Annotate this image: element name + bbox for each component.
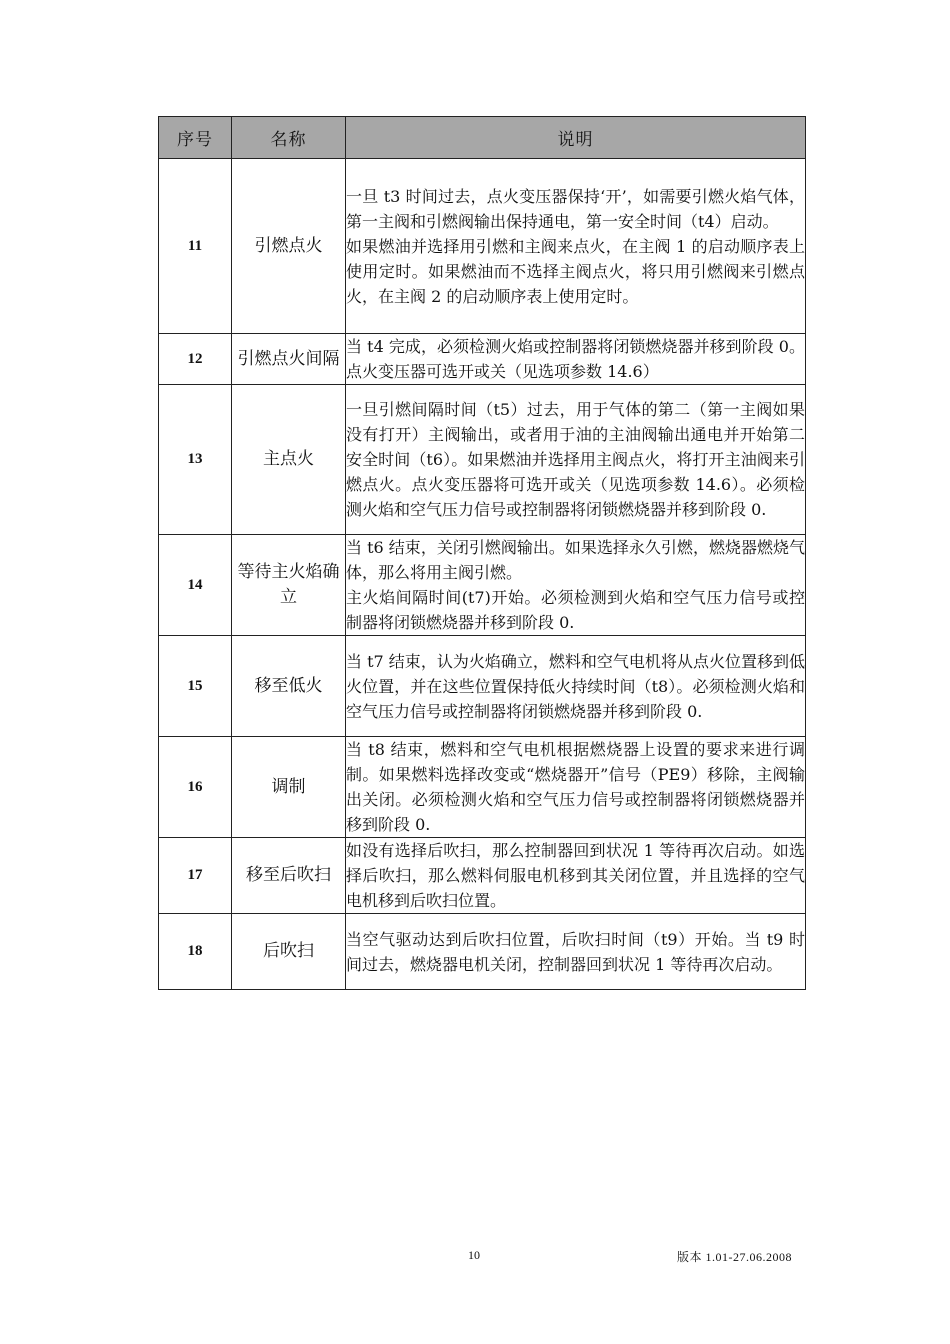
- row-desc: [346, 159, 806, 334]
- row-num: 15: [159, 636, 232, 737]
- table-row: [159, 914, 806, 990]
- table-row: [159, 385, 806, 535]
- desc-paragraph: 当 t6 结束，关闭引燃阀输出。如果选择永久引燃，燃烧器燃烧气体，那么将用主阀引燃。: [346, 538, 805, 582]
- row-name: 调制: [232, 737, 346, 838]
- desc-paragraph: 一旦 t3 时间过去，点火变压器保持‘开’，如需要引燃火焰气体，第一主阀和引燃阀输出保持通电，第一安全时间（t4）启动。: [346, 186, 805, 231]
- row-name: 主点火: [232, 385, 346, 535]
- table-row: [159, 535, 806, 636]
- table-row: [159, 636, 806, 737]
- table-row: [159, 334, 806, 385]
- sequence-table: [158, 116, 806, 990]
- row-num: 17: [159, 838, 232, 914]
- desc-paragraph: 当 t7 结束，认为火焰确立，燃料和空气电机将从点火位置移到低火位置，并在这些位置保持低火持续时间（t8）。必须检测火焰和空气压力信号或控制器将闭锁燃烧器并移到阶段 0.: [346, 651, 805, 721]
- desc-paragraph: 如果燃油并选择用引燃和主阀来点火，在主阀 1 的启动顺序表上使用定时。如果燃油而不选择主阀点火，将只用引燃阀来引燃点火，在主阀 2 的启动顺序表上使用定时。: [346, 236, 805, 306]
- desc-paragraph: 一旦引燃间隔时间（t5）过去，用于气体的第二（第一主阀如果没有打开）主阀输出，或者用于油的主油阀输出通电并开始第二安全时间（t6）。如果燃油并选择用主阀点火，将打开主油阀来引燃点火。点火变压器将可选开或关（见选项参数 14.6）。必须检测火焰和空气压力信号或控制器将闭锁燃烧器并移到阶段 0.: [346, 400, 805, 519]
- row-desc: [346, 334, 806, 385]
- row-num: 11: [159, 159, 232, 334]
- desc-paragraph: 主火焰间隔时间(t7)开始。必须检测到火焰和空气压力信号或控制器将闭锁燃烧器并移到阶段 0.: [346, 588, 805, 632]
- desc-paragraph: 当 t8 结束，燃料和空气电机根据燃烧器上设置的要求来进行调制。如果燃料选择改变或“燃烧器开”信号（PE9）移除，主阀输出关闭。必须检测火焰和空气压力信号或控制器将闭锁燃烧器并移到阶段 0.: [346, 740, 805, 834]
- row-desc: [346, 737, 806, 838]
- table-row: [159, 838, 806, 914]
- desc-paragraph: 当空气驱动达到后吹扫位置，后吹扫时间（t9）开始。当 t9 时间过去，燃烧器电机关闭，控制器回到状况 1 等待再次启动。: [346, 929, 805, 974]
- desc-paragraph: 当 t4 完成，必须检测火焰或控制器将闭锁燃烧器并移到阶段 0。点火变压器可选开或关（见选项参数 14.6）: [346, 337, 805, 381]
- row-name: 引燃点火: [232, 159, 346, 334]
- row-name: 移至后吹扫: [232, 838, 346, 914]
- row-desc: [346, 838, 806, 914]
- row-desc: [346, 914, 806, 990]
- desc-paragraph: 如没有选择后吹扫，那么控制器回到状况 1 等待再次启动。如选择后吹扫，那么燃料伺服电机移到其关闭位置，并且选择的空气电机移到后吹扫位置。: [346, 841, 805, 910]
- table-row: [159, 737, 806, 838]
- row-num: 14: [159, 535, 232, 636]
- row-name: 引燃点火间隔: [232, 334, 346, 385]
- row-desc: [346, 535, 806, 636]
- row-num: 12: [159, 334, 232, 385]
- page-number: 10: [468, 1248, 480, 1262]
- version-label: 版本 1.01-27.06.2008: [677, 1250, 792, 1264]
- header-name: 名称: [232, 117, 346, 159]
- row-desc: [346, 636, 806, 737]
- row-num: 13: [159, 385, 232, 535]
- table-header: [159, 117, 806, 159]
- row-name: 后吹扫: [232, 914, 346, 990]
- row-num: 18: [159, 914, 232, 990]
- row-name: 移至低火: [232, 636, 346, 737]
- row-num: 16: [159, 737, 232, 838]
- table-row: [159, 159, 806, 334]
- row-name: 等待主火焰确立: [232, 535, 346, 636]
- row-desc: [346, 385, 806, 535]
- header-num: 序号: [159, 117, 232, 159]
- header-desc: 说明: [346, 117, 806, 159]
